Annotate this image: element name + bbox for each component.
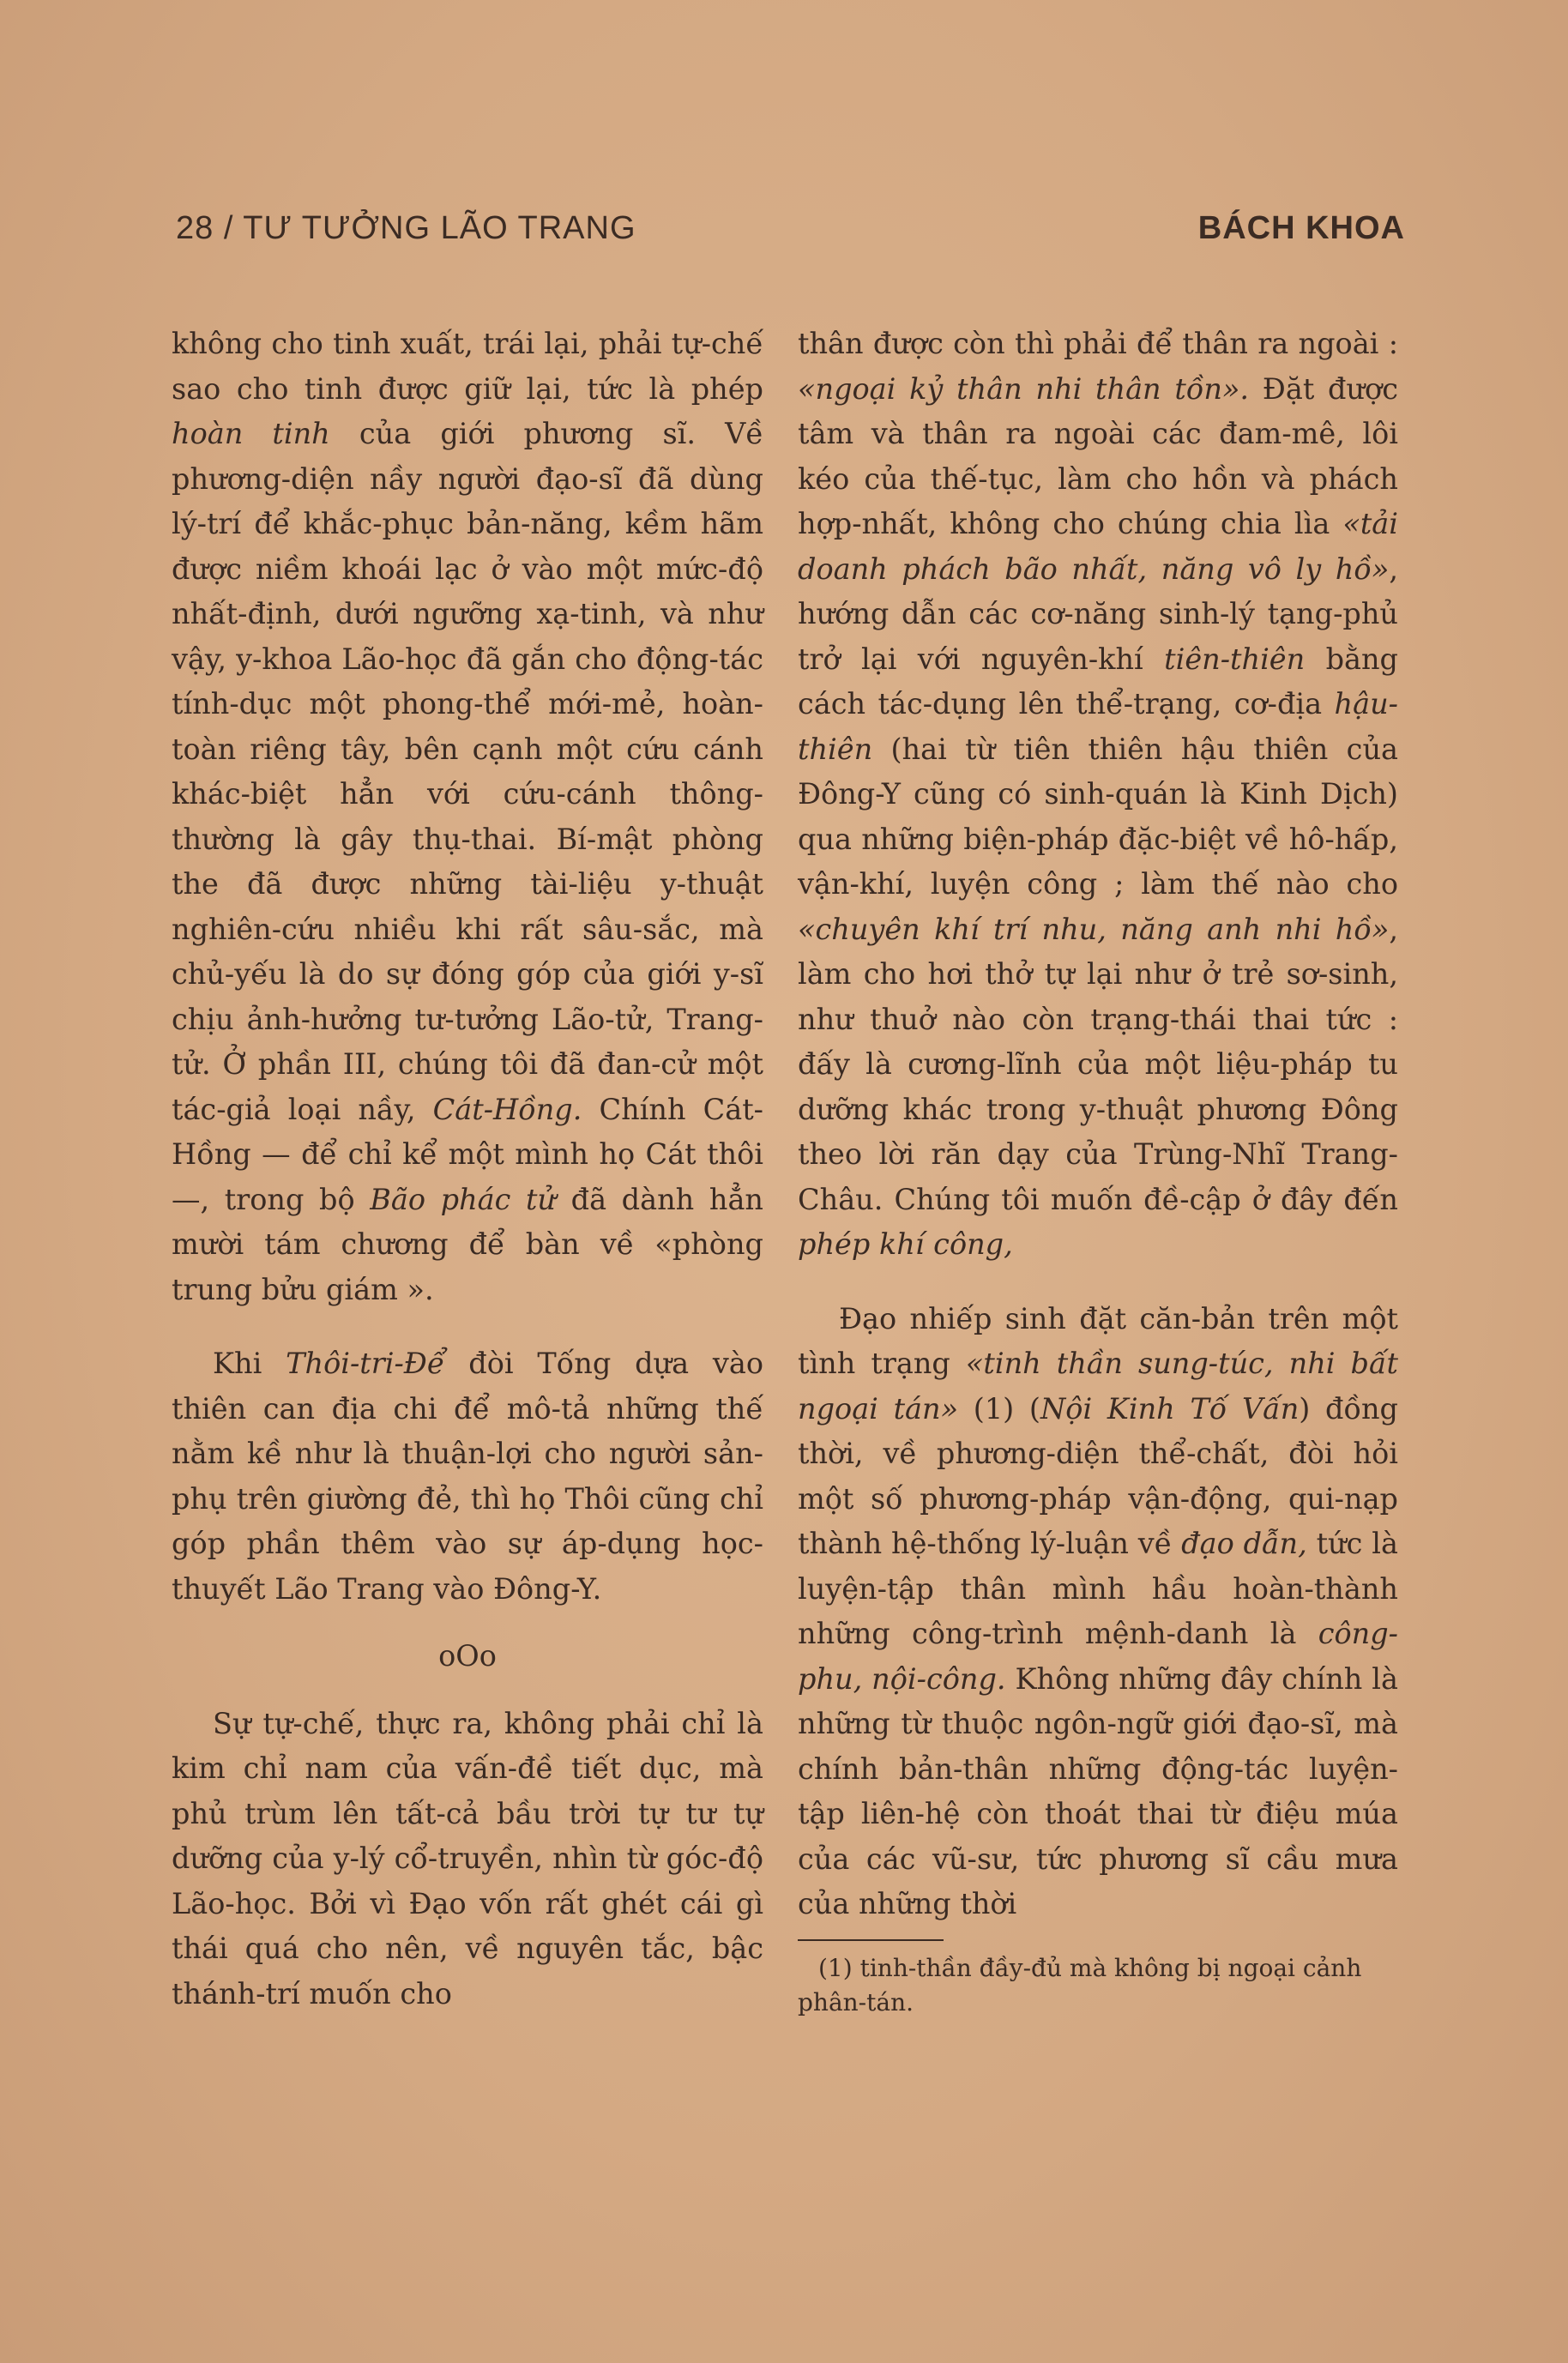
footnote: (1) tinh-thần đầy-đủ mà không bị ngoại cảnh phân-tán. xyxy=(798,1953,1362,2016)
paragraph: thân được còn thì phải để thân ra ngoài : «ngoại kỷ thân nhi thân tồn». Đặt được tâm và thân ra ngoài các đam-mê, lôi kéo của thế-tục, làm cho hồn và phách hợp-nhất, không cho chúng chia lìa «tải doanh phách bão nhất, năng vô ly hồ», hướng dẫn các cơ-năng sinh-lý tạng-phủ trở lại với nguyên-khí tiên-thiên bằng cách tác-dụng lên thể-trạng, cơ-địa hậu-thiên (hai từ tiên thiên hậu thiên của Đông-Y cũng có sinh-quán là Kinh Dịch) qua những biện-pháp đặc-biệt về hô-hấp, vận-khí, luyện công ; làm thế nào cho «chuyên khí trí nhu, năng anh nhi hồ», làm cho hơi thở tự lại như ở trẻ sơ-sinh, như thuở nào còn trạng-thái thai tức : đấy là cương-lĩnh của một liệu-pháp tu dưỡng khác trong y-thuật phương Đông theo lời răn dạy của Trùng-Nhĩ Trang-Châu. Chúng tôi muốn đề-cập ở đây đến phép khí công, xyxy=(798,327,1399,1261)
page-header xyxy=(176,210,1405,262)
paragraph: Đạo nhiếp sinh đặt căn-bản trên một tình trạng «tinh thần sung-túc, nhi bất ngoại tán» (1) (Nội Kinh Tố Vấn) đồng thời, về phương-diện thể-chất, đòi hỏi một số phương-pháp vận-động, qui-nạp thành hệ-thống lý-luận về đạo dẫn, tức là luyện-tập thân mình hầu hoàn-thành những công-trình mệnh-danh là công-phu, nội-công. Không những đây chính là những từ thuộc ngôn-ngữ giới đạo-sĩ, mà chính bản-thân những động-tác luyện-tập liên-hệ còn thoát thai từ điệu múa của các vũ-sư, tức phương sĩ cầu mưa của những thời xyxy=(798,1301,1399,1920)
right-column xyxy=(798,322,1398,2020)
section-separator: oOo xyxy=(438,1639,497,1673)
publication-name: BÁCH KHOA xyxy=(1197,210,1405,246)
paragraph: Khi Thôi-tri-Để đòi Tống dựa vào thiên can địa chi để mô-tả những thế nằm kề như là thuận-lợi cho người sản-phụ trên giường đẻ, thì họ Thôi cũng chỉ góp phần thêm vào sự áp-dụng học-thuyết Lão Trang vào Đông-Y. xyxy=(172,1347,764,1606)
footnote-divider xyxy=(798,1939,944,1941)
paragraph: không cho tinh xuất, trái lại, phải tự-chế sao cho tinh được giữ lại, tức là phép hoàn tinh của giới phương sĩ. Về phương-diện nầy người đạo-sĩ đã dùng lý-trí để khắc-phục bản-năng, kềm hãm được niềm khoái lạc ở vào một mức-độ nhất-định, dưới ngưỡng xạ-tinh, và như vậy, y-khoa Lão-học đã gắn cho động-tác tính-dục một phong-thể mới-mẻ, hoàn-toàn riêng tây, bên cạnh một cứu cánh khác-biệt hẳn với cứu-cánh thông-thường là gây thụ-thai. Bí-mật phòng the đã được những tài-liệu y-thuật nghiên-cứu nhiều khi rất sâu-sắc, mà chủ-yếu là do sự đóng góp của giới y-sĩ chịu ảnh-hưởng tư-tưởng Lão-tử, Trang-tử. Ở phần III, chúng tôi đã đan-cử một tác-giả loại nầy, Cát-Hồng. Chính Cát-Hồng — để chỉ kể một mình họ Cát thôi —, trong bộ Bão phác tử đã dành hẳn mười tám chương để bàn về «phòng trung bửu giám ». xyxy=(172,327,763,1306)
paragraph: Sự tự-chế, thực ra, không phải chỉ là kim chỉ nam của vấn-đề tiết dục, mà phủ trùm lên tất-cả bầu trời tự tư tự dưỡng của y-lý cổ-truyền, nhìn từ góc-độ Lão-học. Bởi vì Đạo vốn rất ghét cái gì thái quá cho nên, về nguyên tắc, bậc thánh-trí muốn cho xyxy=(172,1706,763,2010)
running-title: 28 / TƯ TƯỞNG LÃO TRANG xyxy=(176,210,636,246)
left-column xyxy=(172,322,763,2016)
